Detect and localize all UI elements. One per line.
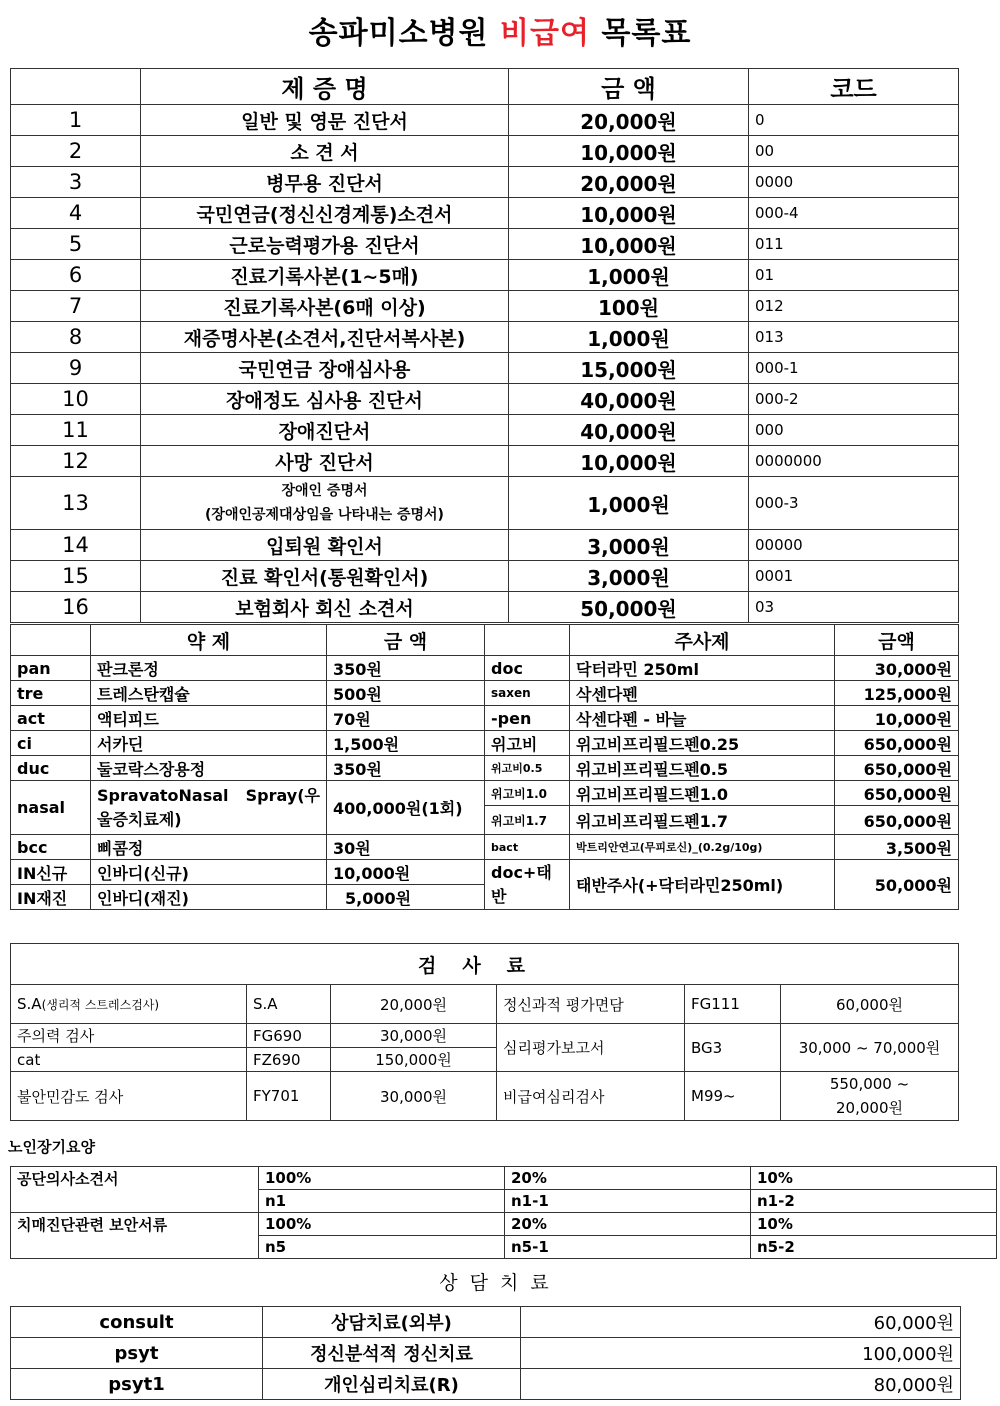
injection-code-line2: 반 xyxy=(491,886,507,906)
injection-amount: 125,000원 xyxy=(835,681,959,706)
injection-code: saxen xyxy=(485,681,570,706)
header-amount: 금 액 xyxy=(509,69,749,105)
table-row xyxy=(11,1072,959,1121)
drug-amount: 500원 xyxy=(327,681,485,706)
cert-code: 00000 xyxy=(749,530,959,561)
consult-code: psyt xyxy=(11,1338,263,1369)
injection-code: 위고비1.0 xyxy=(485,781,570,806)
injection-amount: 650,000원 xyxy=(835,806,959,835)
table-row xyxy=(11,415,959,446)
cert-code: 01 xyxy=(749,260,959,291)
cert-amount: 40,000원 xyxy=(509,384,749,415)
ltc-table xyxy=(10,1166,997,1259)
drug-name: 서카딘 xyxy=(91,731,327,756)
ltc-item: 공단의사소견서 xyxy=(11,1167,259,1190)
injection-code: 위고비 xyxy=(485,731,570,756)
cert-amount: 1,000원 xyxy=(509,322,749,353)
injection-name: 닥터라민 250ml xyxy=(570,656,835,681)
test-name-main: S.A xyxy=(17,995,42,1013)
ltc-value: n1-2 xyxy=(751,1190,997,1213)
table-row xyxy=(11,167,959,198)
test-name: cat xyxy=(11,1048,247,1072)
injection-name: 박트리안연고(무피로신)_(0.2g/10g) xyxy=(570,835,835,860)
drug-amount: 400,000원(1회) xyxy=(327,781,485,835)
test-name: 정신과적 평가면담 xyxy=(497,985,685,1024)
header-injection-amount: 금액 xyxy=(835,625,959,656)
injection-code: -pen xyxy=(485,706,570,731)
consult-title: 상담치료 xyxy=(439,1272,561,1294)
injection-amount: 650,000원 xyxy=(835,781,959,806)
table-row xyxy=(11,1369,961,1400)
header-drug-amount: 금 액 xyxy=(327,625,485,656)
test-name: 비급여심리검사 xyxy=(497,1072,685,1121)
drug-name: 인바디(신규) xyxy=(91,860,327,885)
table-row xyxy=(11,1190,997,1213)
drug-code: ci xyxy=(11,731,91,756)
test-amount: 30,000원 xyxy=(331,1024,497,1048)
consult-amount: 60,000원 xyxy=(521,1307,961,1338)
cert-code: 0 xyxy=(749,105,959,136)
consult-amount: 100,000원 xyxy=(521,1338,961,1369)
drug-code: tre xyxy=(11,681,91,706)
cert-amount: 40,000원 xyxy=(509,415,749,446)
injection-amount: 10,000원 xyxy=(835,706,959,731)
drug-injection-table xyxy=(10,624,959,910)
ltc-item xyxy=(11,1190,259,1213)
injection-code-line1: doc+태 xyxy=(491,862,552,882)
cert-amount: 15,000원 xyxy=(509,353,749,384)
injection-name: 태반주사(+닥터라민250ml) xyxy=(570,860,835,910)
drug-amount: 350원 xyxy=(327,656,485,681)
ltc-value: n5-2 xyxy=(751,1236,997,1259)
drug-name-line2: 울증치료제) xyxy=(97,809,182,829)
cert-code: 0001 xyxy=(749,561,959,592)
certificate-fee-table xyxy=(10,68,959,623)
row-number: 7 xyxy=(11,291,141,322)
consult-name: 정신분석적 정신치료 xyxy=(263,1338,521,1369)
drug-code: pan xyxy=(11,656,91,681)
drug-name xyxy=(91,781,327,835)
consult-table xyxy=(10,1306,961,1400)
cert-name: 진료 확인서(통원확인서) xyxy=(141,561,509,592)
table-row xyxy=(11,656,959,681)
row-number: 11 xyxy=(11,415,141,446)
table-row xyxy=(11,835,959,860)
drug-amount: 10,000원 xyxy=(327,860,485,885)
row-number: 16 xyxy=(11,592,141,623)
cert-amount: 10,000원 xyxy=(509,136,749,167)
title-highlight: 비급여 xyxy=(499,16,590,51)
cert-code: 03 xyxy=(749,592,959,623)
drug-name: 인바디(재진) xyxy=(91,885,327,910)
table-row xyxy=(11,681,959,706)
row-number: 5 xyxy=(11,229,141,260)
drug-amount: 350원 xyxy=(327,756,485,781)
drug-name-line1: SpravatoNasal xyxy=(97,785,229,805)
test-name xyxy=(11,985,247,1024)
injection-code: 위고비1.7 xyxy=(485,806,570,835)
ltc-value: n5-1 xyxy=(505,1236,751,1259)
test-code: FG111 xyxy=(685,985,781,1024)
injection-name: 삭센다펜 xyxy=(570,681,835,706)
injection-code xyxy=(485,860,570,910)
cert-code: 011 xyxy=(749,229,959,260)
cert-name: 국민연금 장애심사용 xyxy=(141,353,509,384)
table-row xyxy=(11,1338,961,1369)
row-number: 15 xyxy=(11,561,141,592)
test-code: FG690 xyxy=(247,1024,331,1048)
row-number: 4 xyxy=(11,198,141,229)
test-code: FZ690 xyxy=(247,1048,331,1072)
drug-name: 판크론정 xyxy=(91,656,327,681)
row-number: 8 xyxy=(11,322,141,353)
consult-name: 상담치료(외부) xyxy=(263,1307,521,1338)
cert-name: 보험회사 회신 소견서 xyxy=(141,592,509,623)
drug-code: IN신규 xyxy=(11,860,91,885)
cert-name: 입퇴원 확인서 xyxy=(141,530,509,561)
test-amount-line1: 550,000 ~ xyxy=(829,1075,910,1093)
row-number: 1 xyxy=(11,105,141,136)
table-row xyxy=(11,1236,997,1259)
cert-amount: 1,000원 xyxy=(509,477,749,530)
row-number: 9 xyxy=(11,353,141,384)
cert-code: 013 xyxy=(749,322,959,353)
table-row xyxy=(11,1024,959,1048)
table-row xyxy=(11,322,959,353)
header-empty xyxy=(485,625,570,656)
row-number: 14 xyxy=(11,530,141,561)
row-number: 12 xyxy=(11,446,141,477)
cert-code: 000 xyxy=(749,415,959,446)
test-amount: 150,000원 xyxy=(331,1048,497,1072)
table-header-row xyxy=(11,944,959,985)
cert-name: 장애정도 심사용 진단서 xyxy=(141,384,509,415)
test-name-sub: (생리적 스트레스검사) xyxy=(41,998,160,1012)
cert-amount: 20,000원 xyxy=(509,167,749,198)
table-row xyxy=(11,1307,961,1338)
ltc-value: n5 xyxy=(259,1236,505,1259)
drug-code: bcc xyxy=(11,835,91,860)
cert-name: 근로능력평가용 진단서 xyxy=(141,229,509,260)
cert-name: 일반 및 영문 진단서 xyxy=(141,105,509,136)
table-row xyxy=(11,446,959,477)
drug-amount: 70원 xyxy=(327,706,485,731)
page-title xyxy=(0,8,1000,52)
row-number: 6 xyxy=(11,260,141,291)
test-code: S.A xyxy=(247,985,331,1024)
consult-amount: 80,000원 xyxy=(521,1369,961,1400)
injection-code: bact xyxy=(485,835,570,860)
injection-name: 위고비프리필드펜1.0 xyxy=(570,781,835,806)
cert-amount: 3,000원 xyxy=(509,561,749,592)
table-row xyxy=(11,1167,997,1190)
ltc-item: 치매진단관련 보안서류 xyxy=(11,1213,259,1236)
row-number: 3 xyxy=(11,167,141,198)
test-amount-line2: 20,000원 xyxy=(836,1099,903,1117)
table-row xyxy=(11,477,959,530)
header-empty xyxy=(11,69,141,105)
test-amount: 60,000원 xyxy=(781,985,959,1024)
table-header-row xyxy=(11,625,959,656)
header-injection: 주사제 xyxy=(570,625,835,656)
table-row xyxy=(11,781,959,806)
ltc-label: 노인장기요양 xyxy=(8,1138,95,1156)
table-row xyxy=(11,530,959,561)
test-code: FY701 xyxy=(247,1072,331,1121)
cert-name: 진료기록사본(6매 이상) xyxy=(141,291,509,322)
drug-name: 액티피드 xyxy=(91,706,327,731)
table-row xyxy=(11,1213,997,1236)
drug-amount: 1,500원 xyxy=(327,731,485,756)
test-amount xyxy=(781,1072,959,1121)
header-tests: 검사료 xyxy=(11,944,959,985)
cert-amount: 50,000원 xyxy=(509,592,749,623)
cert-name-main: 장애인 증명서 xyxy=(281,483,368,499)
table-row xyxy=(11,756,959,781)
row-number: 2 xyxy=(11,136,141,167)
cert-name: 진료기록사본(1~5매) xyxy=(141,260,509,291)
test-name: 심리평가보고서 xyxy=(497,1024,685,1072)
table-row xyxy=(11,291,959,322)
header-drug: 약 제 xyxy=(91,625,327,656)
cert-name: 소 견 서 xyxy=(141,136,509,167)
ltc-value: 20% xyxy=(505,1167,751,1190)
injection-name: 위고비프리필드펜1.7 xyxy=(570,806,835,835)
ltc-value: 100% xyxy=(259,1213,505,1236)
drug-amount: 30원 xyxy=(327,835,485,860)
ltc-value: n1-1 xyxy=(505,1190,751,1213)
test-amount: 20,000원 xyxy=(331,985,497,1024)
table-row xyxy=(11,260,959,291)
ltc-value: 10% xyxy=(751,1213,997,1236)
consult-name: 개인심리치료(R) xyxy=(263,1369,521,1400)
ltc-value: 100% xyxy=(259,1167,505,1190)
cert-name: 재증명사본(소견서,진단서복사본) xyxy=(141,322,509,353)
drug-code: duc xyxy=(11,756,91,781)
cert-code: 000-2 xyxy=(749,384,959,415)
ltc-value: n1 xyxy=(259,1190,505,1213)
test-amount: 30,000원 xyxy=(331,1072,497,1121)
cert-code: 000-4 xyxy=(749,198,959,229)
test-code: BG3 xyxy=(685,1024,781,1072)
cert-amount: 3,000원 xyxy=(509,530,749,561)
drug-name: 삐콤정 xyxy=(91,835,327,860)
injection-code: 위고비0.5 xyxy=(485,756,570,781)
cert-name xyxy=(141,477,509,530)
cert-code: 00 xyxy=(749,136,959,167)
ltc-item xyxy=(11,1236,259,1259)
row-number: 13 xyxy=(11,477,141,530)
cert-name: 병무용 진단서 xyxy=(141,167,509,198)
injection-amount: 3,500원 xyxy=(835,835,959,860)
table-row xyxy=(11,229,959,260)
injection-name: 위고비프리필드펜0.5 xyxy=(570,756,835,781)
test-name: 불안민감도 검사 xyxy=(11,1072,247,1121)
cert-code: 0000000 xyxy=(749,446,959,477)
consult-code: consult xyxy=(11,1307,263,1338)
drug-code: act xyxy=(11,706,91,731)
cert-code: 012 xyxy=(749,291,959,322)
cert-amount: 10,000원 xyxy=(509,198,749,229)
ltc-value: 20% xyxy=(505,1213,751,1236)
test-amount: 30,000 ~ 70,000원 xyxy=(781,1024,959,1072)
cert-amount: 20,000원 xyxy=(509,105,749,136)
injection-amount: 30,000원 xyxy=(835,656,959,681)
cert-amount: 10,000원 xyxy=(509,446,749,477)
injection-name: 삭센다펜 - 바늘 xyxy=(570,706,835,731)
cert-amount: 10,000원 xyxy=(509,229,749,260)
drug-amount: 5,000원 xyxy=(327,885,485,910)
cert-amount: 1,000원 xyxy=(509,260,749,291)
drug-name: 트레스탄캡슐 xyxy=(91,681,327,706)
header-empty xyxy=(11,625,91,656)
ltc-value: 10% xyxy=(751,1167,997,1190)
table-row xyxy=(11,136,959,167)
cert-name: 사망 진단서 xyxy=(141,446,509,477)
cert-name: 장애진단서 xyxy=(141,415,509,446)
table-row xyxy=(11,384,959,415)
table-row xyxy=(11,860,959,885)
table-header-row xyxy=(11,69,959,105)
test-code: M99~ xyxy=(685,1072,781,1121)
header-code: 코드 xyxy=(749,69,959,105)
drug-name-line1b: Spray(우 xyxy=(245,785,320,805)
test-fee-table xyxy=(10,943,959,1121)
table-row xyxy=(11,561,959,592)
drug-code: nasal xyxy=(11,781,91,835)
cert-amount: 100원 xyxy=(509,291,749,322)
drug-name: 둘코락스장용정 xyxy=(91,756,327,781)
cert-code: 0000 xyxy=(749,167,959,198)
injection-code: doc xyxy=(485,656,570,681)
injection-amount: 50,000원 xyxy=(835,860,959,910)
drug-code: IN재진 xyxy=(11,885,91,910)
table-row xyxy=(11,706,959,731)
header-cert-name: 제 증 명 xyxy=(141,69,509,105)
table-row xyxy=(11,592,959,623)
table-row xyxy=(11,731,959,756)
table-row xyxy=(11,105,959,136)
injection-amount: 650,000원 xyxy=(835,756,959,781)
cert-name: 국민연금(정신신경계통)소견서 xyxy=(141,198,509,229)
table-row xyxy=(11,198,959,229)
test-name: 주의력 검사 xyxy=(11,1024,247,1048)
cert-code: 000-3 xyxy=(749,477,959,530)
row-number: 10 xyxy=(11,384,141,415)
injection-amount: 650,000원 xyxy=(835,731,959,756)
injection-name: 위고비프리필드펜0.25 xyxy=(570,731,835,756)
consult-code: psyt1 xyxy=(11,1369,263,1400)
table-row xyxy=(11,985,959,1024)
cert-code: 000-1 xyxy=(749,353,959,384)
cert-name-sub: (장애인공제대상임을 나타내는 증명서) xyxy=(205,507,444,523)
title-part1: 송파미소병원 xyxy=(308,16,489,51)
table-row xyxy=(11,353,959,384)
title-part2: 목록표 xyxy=(601,16,692,51)
